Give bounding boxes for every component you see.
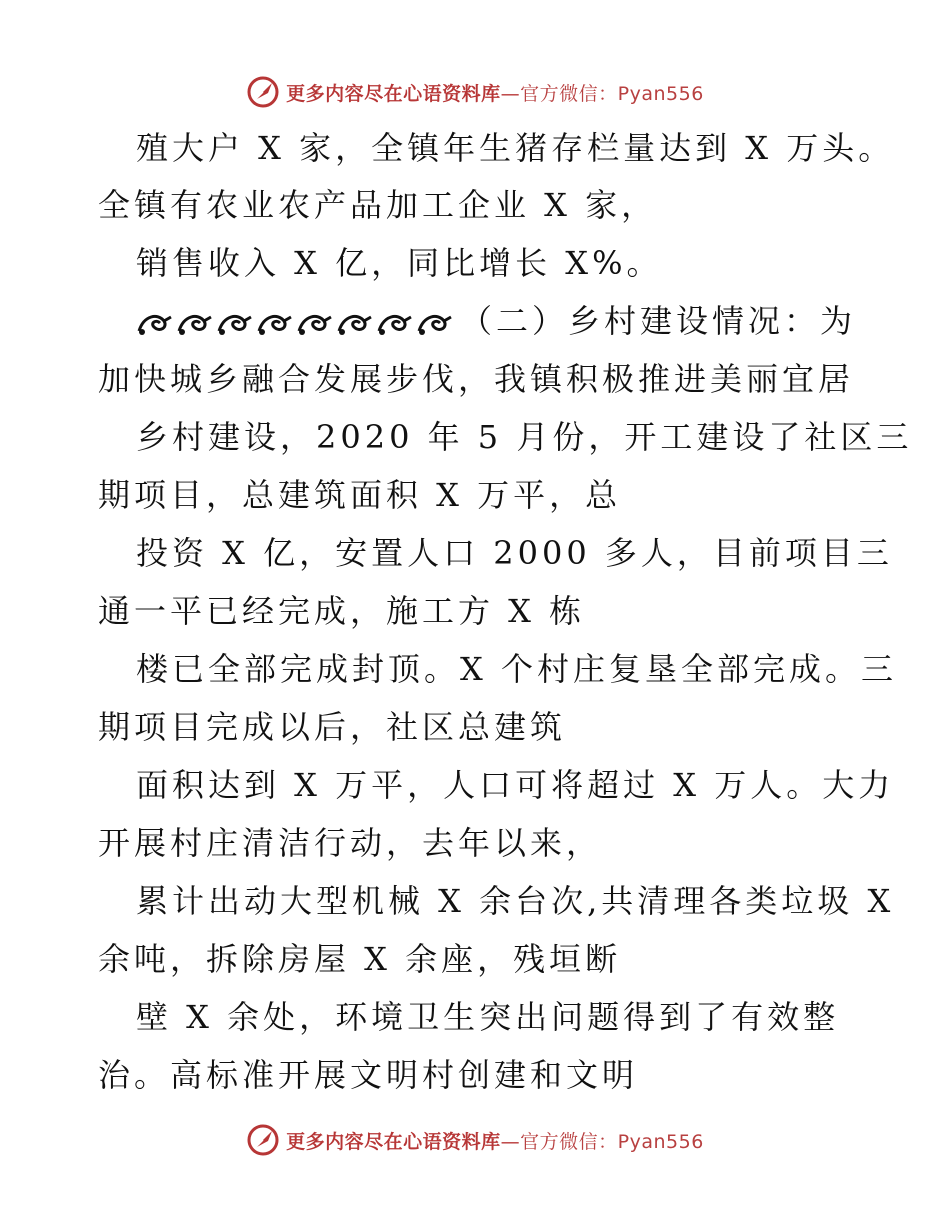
swirl-ornament-icon: [296, 311, 334, 337]
paragraph-line: 开展村庄清洁行动，去年以来，: [98, 824, 603, 862]
watermark-contact: 官方微信：Pyan556: [520, 1130, 704, 1153]
paragraph-line: 加快城乡融合发展步伐，我镇积极推进美丽宜居: [98, 360, 855, 398]
paragraph-line: 面积达到 X 万平，人口可将超过 X 万人。大力: [136, 766, 895, 804]
paragraph-line: 壁 X 余处，环境卫生突出问题得到了有效整: [136, 998, 840, 1036]
watermark-text: [286, 1127, 704, 1154]
paragraph-line: 销售收入 X 亿，同比增长 X%。: [136, 244, 663, 282]
swirl-ornament-icon: [136, 311, 174, 337]
paragraph-line: 楼已全部完成封顶。X 个村庄复垦全部完成。三: [136, 650, 897, 688]
watermark-contact: 官方微信：Pyan556: [520, 82, 704, 105]
watermark-separator: —: [500, 1130, 521, 1153]
paragraph-line: 期项目完成以后，社区总建筑: [98, 708, 567, 746]
paragraph-line: 全镇有农业农产品加工企业 X 家，: [98, 186, 658, 224]
section-heading-text: （二）乡村建设情况：为: [460, 302, 857, 340]
swirl-ornament-icon: [256, 311, 294, 337]
paragraph-line: 投资 X 亿，安置人口 2000 多人，目前项目三: [136, 534, 893, 572]
watermark-separator: —: [500, 82, 521, 105]
paragraph-line: 乡村建设，2020 年 5 月份，开工建设了社区三: [136, 418, 913, 456]
paragraph-line: 余吨，拆除房屋 X 余座，残垣断: [98, 940, 622, 978]
paragraph-line: 治。高标准开展文明村创建和文明: [98, 1056, 639, 1094]
footer-watermark: [0, 1120, 950, 1160]
swirl-ornament-icon: [336, 311, 374, 337]
swirl-ornament-icon: [376, 311, 414, 337]
paragraph-line: 殖大户 X 家，全镇年生猪存栏量达到 X 万头。: [136, 129, 895, 167]
ornament-row: [136, 311, 454, 337]
paragraph-line: 期项目，总建筑面积 X 万平，总: [98, 476, 622, 514]
watermark-main: 更多内容尽在心语资料库: [286, 1130, 501, 1153]
paragraph-line: 累计出动大型机械 X 余台次,共清理各类垃圾 X: [136, 882, 895, 920]
paragraph-line: 通一平已经完成，施工方 X 栋: [98, 592, 586, 630]
swirl-ornament-icon: [176, 311, 214, 337]
quill-logo-icon: [246, 1123, 280, 1157]
watermark-main: 更多内容尽在心语资料库: [286, 82, 501, 105]
section-heading-line: [136, 301, 856, 341]
swirl-ornament-icon: [216, 311, 254, 337]
swirl-ornament-icon: [416, 311, 454, 337]
